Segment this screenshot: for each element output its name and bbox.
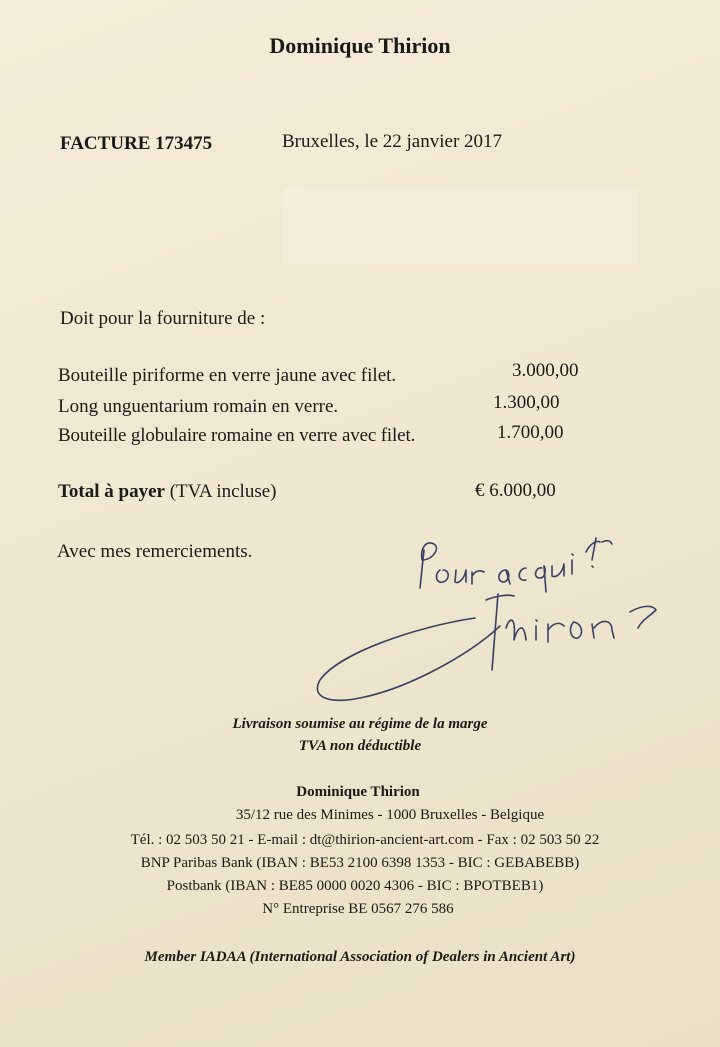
- line-item-description: Bouteille piriforme en verre jaune avec filet.: [58, 365, 397, 386]
- total-amount: € 6.000,00: [475, 480, 556, 501]
- line-item-description: Long unguentarium romain en verre.: [58, 396, 339, 417]
- footer-bank-bnp: BNP Paribas Bank (IBAN : BE53 2100 6398 1353 - BIC : GEBABEBB): [140, 855, 580, 871]
- total-label-line: [58, 481, 277, 503]
- thanks-text: Avec mes remerciements.: [57, 541, 253, 562]
- footer-address: 35/12 rue des Minimes - 1000 Bruxelles - Belgique: [235, 807, 545, 823]
- vat-non-deductible-note: TVA non déductible: [298, 738, 422, 754]
- intro-text: Doit pour la fourniture de :: [60, 308, 266, 329]
- invoice-number: FACTURE 173475: [60, 133, 213, 154]
- total-label: Total à payer: [58, 481, 165, 502]
- margin-regime-note: Livraison soumise au régime de la marge: [232, 716, 488, 732]
- footer-company-name: Dominique Thirion: [296, 784, 420, 800]
- line-item-description: Bouteille globulaire romaine en verre avec filet.: [58, 425, 416, 446]
- footer-membership: Member IADAA (International Association of Dealers in Ancient Art): [144, 949, 576, 965]
- invoice-place-date: Bruxelles, le 22 janvier 2017: [282, 131, 503, 152]
- dealer-name-header: Dominique Thirion: [269, 33, 451, 58]
- line-item-amount: 3.000,00: [512, 360, 579, 381]
- redacted-recipient-block: [283, 188, 638, 264]
- line-item-amount: 1.300,00: [493, 392, 560, 413]
- footer-bank-postbank: Postbank (IBAN : BE85 0000 0020 4306 - BIC : BPOTBEB1): [166, 878, 544, 894]
- total-vat-note: (TVA incluse): [169, 481, 277, 502]
- footer-contact: Tél. : 02 503 50 21 - E-mail : dt@thirion-ancient-art.com - Fax : 02 503 50 22: [130, 832, 600, 848]
- footer-enterprise-number: N° Entreprise BE 0567 276 586: [262, 901, 454, 917]
- handwritten-signature: [300, 530, 690, 710]
- line-item-amount: 1.700,00: [497, 422, 564, 443]
